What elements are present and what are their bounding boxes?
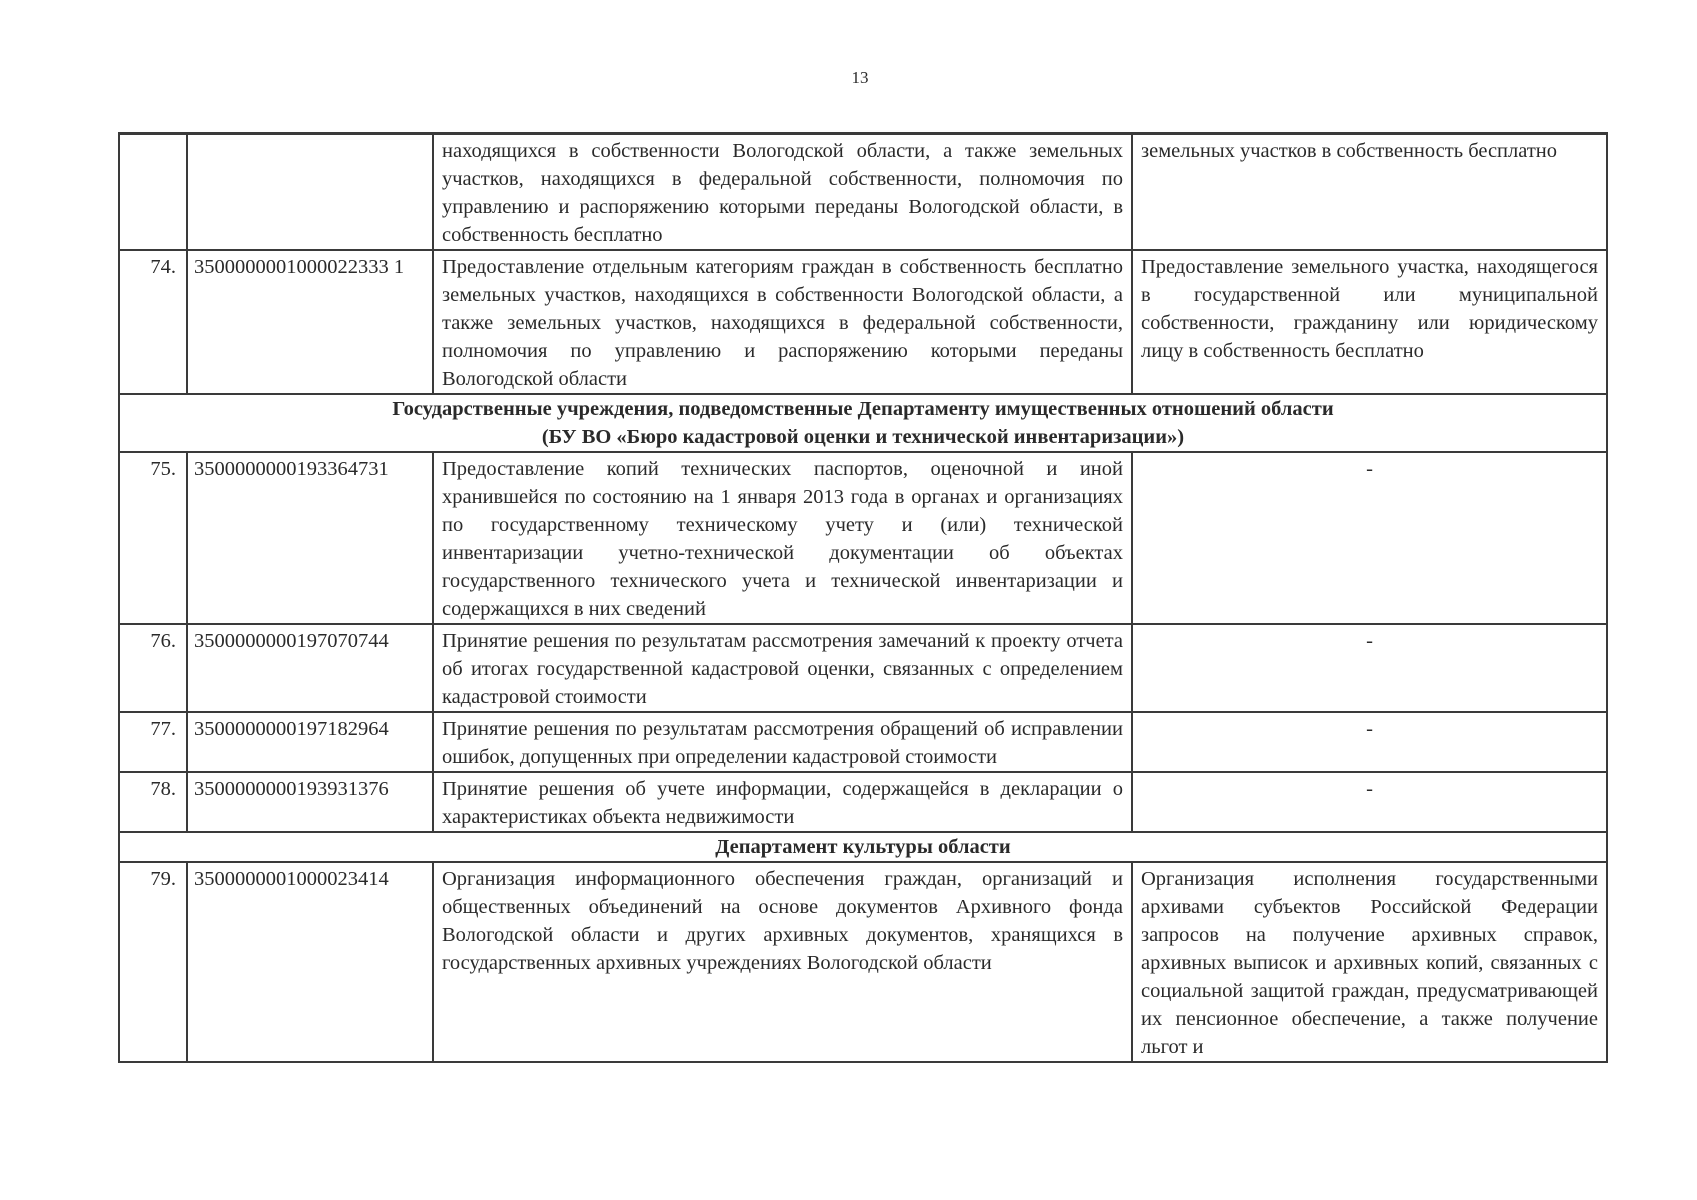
service-description: - bbox=[1132, 452, 1607, 624]
row-number: 74. bbox=[119, 250, 187, 394]
service-code: 3500000000193931376 bbox=[187, 772, 433, 832]
table-row bbox=[119, 772, 1607, 832]
section-header bbox=[119, 832, 1607, 862]
services-table bbox=[118, 132, 1608, 1063]
service-name: Принятие решения по результатам рассмотрения обращений об исправлении ошибок, допущенных при определении кадастровой стоимости bbox=[433, 712, 1132, 772]
section-header bbox=[119, 394, 1607, 452]
service-name: Организация информационного обеспечения граждан, организаций и общественных объединений на основе документов Архивного фонда Вологодской области и других архивных документов, хранящихся в государственных архивных учреждениях Вологодской области bbox=[433, 862, 1132, 1062]
table-row bbox=[119, 134, 1607, 251]
section-title: Департамент культуры области bbox=[715, 836, 1011, 858]
table-row bbox=[119, 712, 1607, 772]
row-number: 77. bbox=[119, 712, 187, 772]
table-row bbox=[119, 862, 1607, 1062]
service-code: 3500000001000023414 bbox=[187, 862, 433, 1062]
service-code: 3500000000197182964 bbox=[187, 712, 433, 772]
service-code: 3500000001000022333 1 bbox=[187, 250, 433, 394]
table-row bbox=[119, 452, 1607, 624]
row-number: 76. bbox=[119, 624, 187, 712]
service-name: находящихся в собственности Вологодской области, а также земельных участков, находящихся в федеральной собственности, полномочия по управлению и распоряжению которыми переданы Вологодской области, в собственность бесплатно bbox=[433, 134, 1132, 251]
section-title: Государственные учреждения, подведомственные Департаменту имущественных отношений области bbox=[392, 398, 1334, 420]
service-name: Принятие решения по результатам рассмотрения замечаний к проекту отчета об итогах государственной кадастровой оценки, связанных с определением кадастровой стоимости bbox=[433, 624, 1132, 712]
service-code: 3500000000197070744 bbox=[187, 624, 433, 712]
service-description: - bbox=[1132, 772, 1607, 832]
table-row bbox=[119, 624, 1607, 712]
service-description: - bbox=[1132, 624, 1607, 712]
row-number: 78. bbox=[119, 772, 187, 832]
service-name: Предоставление копий технических паспортов, оценочной и иной хранившейся по состоянию на 1 января 2013 года в органах и организациях по государственному техническому учету и (или) технической инвентаризации учетно-технической документации об объектах государственного технического учета и технической инвентаризации и содержащихся в них сведений bbox=[433, 452, 1132, 624]
section-subtitle: (БУ ВО «Бюро кадастровой оценки и технической инвентаризации») bbox=[541, 426, 1185, 448]
service-name: Предоставление отдельным категориям граждан в собственность бесплатно земельных участков, находящихся в собственности Вологодской области, а также земельных участков, находящихся в федеральной собственности, полномочия по управлению и распоряжению которыми переданы Вологодской области bbox=[433, 250, 1132, 394]
row-number: 79. bbox=[119, 862, 187, 1062]
service-code bbox=[187, 134, 433, 251]
section-header-row bbox=[119, 394, 1607, 452]
service-description: Предоставление земельного участка, находящегося в государственной или муниципальной собственности, гражданину или юридическому лицу в собственность бесплатно bbox=[1132, 250, 1607, 394]
row-number: 75. bbox=[119, 452, 187, 624]
table-row bbox=[119, 250, 1607, 394]
service-description: Организация исполнения государственными архивами субъектов Российской Федерации запросов на получение архивных справок, архивных выписок и архивных копий, связанных с социальной защитой граждан, предусматривающей их пенсионное обеспечение, а также получение льгот и bbox=[1132, 862, 1607, 1062]
service-description: - bbox=[1132, 712, 1607, 772]
section-header-row bbox=[119, 832, 1607, 862]
service-description: земельных участков в собственность бесплатно bbox=[1132, 134, 1607, 251]
page-number: 13 bbox=[851, 68, 869, 87]
service-name: Принятие решения об учете информации, содержащейся в декларации о характеристиках объекта недвижимости bbox=[433, 772, 1132, 832]
row-number bbox=[119, 134, 187, 251]
service-code: 3500000000193364731 bbox=[187, 452, 433, 624]
